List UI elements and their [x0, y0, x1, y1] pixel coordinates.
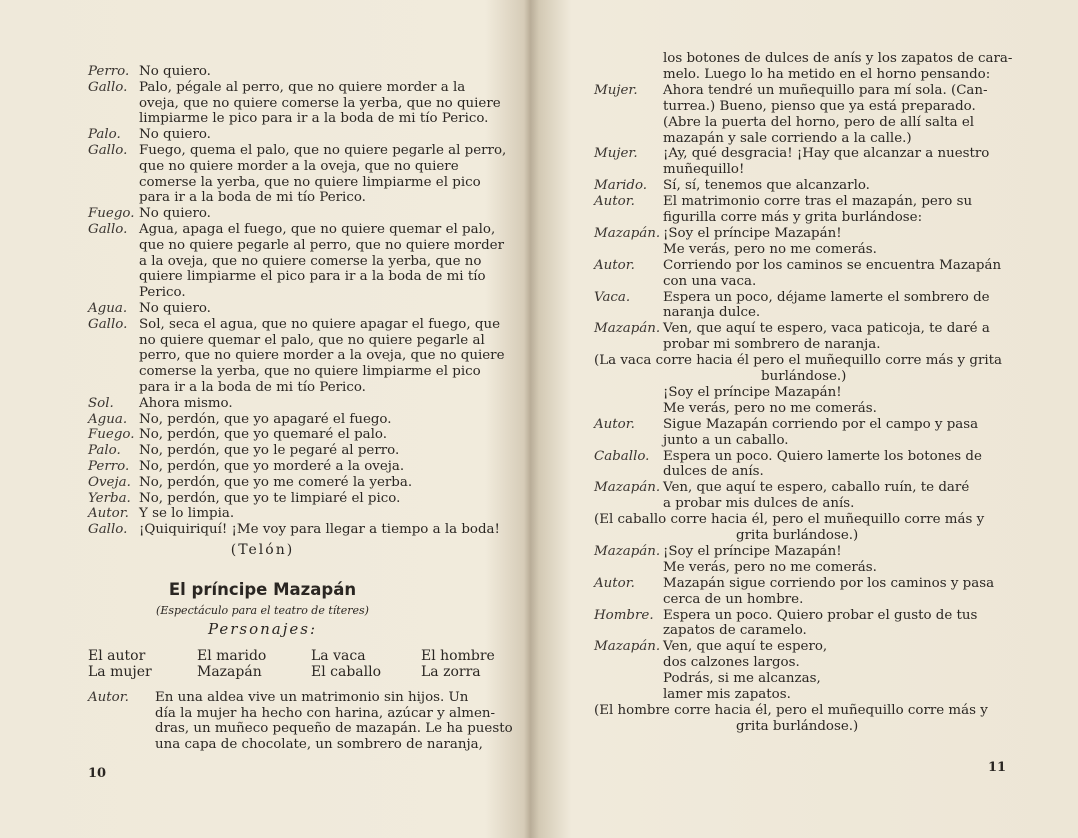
speaker-label: Gallo. [88, 79, 128, 95]
dialogue-line: No, perdón, que yo morderé a la oveja. [139, 459, 405, 474]
dialogue-line: En una aldea vive un matrimonio sin hijos. Un [155, 690, 469, 705]
dialogue-line: turrea.) Bueno, pienso que ya está preparado. [663, 98, 976, 114]
speaker-label: Palo. [88, 443, 121, 459]
cast-member: El caballo [311, 664, 382, 680]
dialogue-line: ¡Quiquiriquí! ¡Me voy para llegar a tiempo a la boda! [139, 522, 500, 538]
speaker-label: Palo. [88, 127, 121, 143]
dialogue-line: grita burlándose.) [736, 718, 859, 734]
speaker-label: Vaca. [594, 289, 631, 305]
speaker-label: Perro. [88, 459, 130, 474]
dialogue-line: a la oveja, que no quiere comerse la yerba, que no [139, 253, 482, 269]
dialogue-line: mazapán y sale corriendo a la calle.) [663, 130, 912, 146]
dialogue-line: No, perdón, que yo me comeré la yerba. [139, 474, 413, 490]
cast-member: La vaca [311, 648, 366, 664]
dialogue-line: figurilla corre más y grita burlándose: [663, 210, 923, 225]
dialogue-line: Mazapán sigue corriendo por los caminos y pasa [663, 575, 995, 591]
speaker-label: Mazapán. [594, 639, 661, 655]
dialogue-line: quiere limpiarme el pico para ir a la boda de mi tío [139, 269, 486, 285]
dialogue-line: a probar mis dulces de anís. [663, 496, 855, 512]
dialogue-line: burlándose.) [761, 369, 847, 384]
dialogue-line: comerse la yerba, que no quiere limpiarme el pico [139, 174, 481, 190]
speaker-label: Gallo. [88, 316, 128, 332]
dialogue-line: dras, un muñeco pequeño de mazapán. Le ha puesto [155, 721, 513, 737]
dialogue-line: (Abre la puerta del horno, pero de allí salta el [663, 114, 975, 130]
speaker-label: Agua. [88, 301, 128, 316]
dialogue-line: ¡Soy el príncipe Mazapán! [663, 384, 842, 400]
dialogue-line: una capa de chocolate, un sombrero de naranja, [155, 736, 483, 752]
dialogue-line: probar mi sombrero de naranja. [663, 337, 881, 353]
speaker-label: Autor. [594, 416, 635, 432]
speaker-label: Gallo. [88, 143, 128, 158]
cast-member: El autor [88, 648, 146, 664]
speaker-label: Caballo. [594, 448, 650, 464]
play-title: El príncipe Mazapán [168, 580, 357, 599]
speaker-label: Sol. [88, 395, 114, 411]
dialogue-line: No, perdón, que yo le pegaré al perro. [139, 443, 400, 459]
dialogue-line: Sí, sí, tenemos que alcanzarlo. [663, 178, 870, 194]
dialogue-line: para ir a la boda de mi tío Perico. [139, 190, 366, 206]
speaker-label: Fuego. [88, 427, 135, 443]
dialogue-line: que no quiere pegarle al perro, que no quiere morder [139, 237, 504, 253]
dialogue-line: ¡Soy el príncipe Mazapán! [663, 225, 842, 241]
page-number: 10 [88, 766, 107, 781]
dialogue-line: para ir a la boda de mi tío Perico. [139, 380, 366, 395]
dialogue-line: Espera un poco, déjame lamerte el sombrero de [663, 289, 990, 305]
speaker-label: Autor. [88, 690, 129, 705]
dialogue-line: No, perdón, que yo apagaré el fuego. [139, 411, 392, 427]
dialogue-line: grita burlándose.) [736, 528, 859, 543]
cast-member: El hombre [421, 648, 495, 664]
dialogue-line: Perico. [139, 285, 186, 301]
dialogue-line: (El caballo corre hacia él, pero el muñequillo corre más y [594, 512, 985, 528]
dialogue-line: Espera un poco. Quiero lamerte los botones de [663, 448, 982, 464]
speaker-label: Yerba. [88, 490, 131, 506]
dialogue-line: Ahora mismo. [139, 395, 233, 411]
dialogue-line: día la mujer ha hecho con harina, azúcar y almen- [155, 705, 496, 721]
speaker-label: Mazapán. [594, 480, 661, 496]
dialogue-line: Agua, apaga el fuego, que no quiere quemar el palo, [139, 222, 496, 237]
dialogue-line: No quiero. [139, 64, 211, 79]
dialogue-line: limpiarme le pico para ir a la boda de mi tío Perico. [139, 111, 489, 127]
dialogue-line: Podrás, si me alcanzas, [663, 671, 821, 687]
dialogue-line: Palo, pégale al perro, que no quiere morder a la [139, 79, 466, 95]
dialogue-line: Ven, que aquí te espero, caballo ruín, te daré [663, 480, 970, 496]
dialogue-line: (La vaca corre hacia él pero el muñequillo corre más y grita [594, 353, 1002, 369]
dialogue-line: Me verás, pero no me comerás. [663, 400, 877, 416]
left-page [0, 0, 525, 838]
speaker-label: Mazapán. [594, 543, 661, 559]
cast-member: La mujer [88, 664, 152, 680]
curtain-direction: (Telón) [230, 542, 295, 558]
right-page [540, 0, 1078, 838]
dialogue-line: No, perdón, que yo quemaré el palo. [139, 427, 387, 443]
dialogue-line: Me verás, pero no me comerás. [663, 559, 877, 575]
speaker-label: Autor. [88, 506, 129, 522]
dialogue-line: Y se lo limpia. [139, 506, 235, 522]
speaker-label: Marido. [594, 178, 648, 194]
dialogue-line: ¡Soy el príncipe Mazapán! [663, 543, 842, 559]
dialogue-line: melo. Luego lo ha metido en el horno pensando: [663, 66, 991, 82]
dialogue-line: ¡Ay, qué desgracia! ¡Hay que alcanzar a nuestro [663, 146, 990, 162]
dialogue-line: naranja dulce. [663, 305, 761, 321]
dialogue-line: con una vaca. [663, 273, 757, 289]
dialogue-line: lamer mis zapatos. [663, 687, 791, 702]
dialogue-line: Espera un poco. Quiero probar el gusto de tus [663, 607, 978, 623]
speaker-label: Perro. [88, 64, 130, 79]
dialogue-line: No quiero. [139, 301, 211, 316]
dialogue-line: (El hombre corre hacia él, pero el muñequillo corre más y [594, 702, 988, 718]
speaker-label: Hombre. [594, 607, 654, 623]
cast-member: El marido [197, 648, 267, 664]
page-number: 11 [988, 760, 1007, 775]
dialogue-line: Ven, que aquí te espero, [663, 639, 828, 655]
speaker-label: Agua. [88, 411, 128, 427]
characters-heading: Personajes: [207, 620, 318, 638]
cast-member: La zorra [421, 664, 481, 680]
speaker-label: Fuego. [88, 206, 135, 222]
speaker-label: Gallo. [88, 222, 128, 237]
dialogue-line: No quiero. [139, 206, 211, 222]
dialogue-line: El matrimonio corre tras el mazapán, pero su [663, 194, 973, 210]
dialogue-line: muñequillo! [663, 162, 745, 178]
speaker-label: Oveja. [88, 474, 131, 490]
dialogue-line: oveja, que no quiere comerse la yerba, que no quiere [139, 95, 501, 111]
dialogue-line: los botones de dulces de anís y los zapatos de cara- [663, 51, 1013, 66]
dialogue-line: No quiero. [139, 127, 211, 143]
dialogue-line: perro, que no quiere morder a la oveja, que no quiere [139, 348, 505, 364]
speaker-label: Mujer. [594, 146, 638, 162]
dialogue-line: Fuego, quema el palo, que no quiere pegarle al perro, [139, 143, 507, 158]
dialogue-line: dulces de anís. [663, 464, 764, 480]
dialogue-line: Sol, seca el agua, que no quiere apagar el fuego, que [139, 316, 500, 332]
dialogue-line: que no quiere morder a la oveja, que no quiere [139, 158, 459, 174]
dialogue-line: Sigue Mazapán corriendo por el campo y pasa [663, 416, 979, 432]
dialogue-line: Me verás, pero no me comerás. [663, 241, 877, 257]
dialogue-line: Ven, que aquí te espero, vaca paticoja, te daré a [663, 321, 990, 337]
dialogue-line: no quiere quemar el palo, que no quiere pegarle al [139, 332, 485, 348]
speaker-label: Mazapán. [594, 321, 661, 337]
speaker-label: Autor. [594, 194, 635, 210]
dialogue-line: junto a un caballo. [663, 432, 789, 448]
dialogue-line: zapatos de caramelo. [663, 623, 807, 639]
speaker-label: Autor. [594, 257, 635, 273]
dialogue-line: No, perdón, que yo te limpiaré el pico. [139, 490, 401, 506]
speaker-label: Mujer. [594, 82, 638, 98]
speaker-label: Gallo. [88, 522, 128, 538]
dialogue-line: cerca de un hombre. [663, 591, 804, 607]
play-subtitle: (Espectáculo para el teatro de títeres) [156, 604, 369, 617]
dialogue-line: Ahora tendré un muñequillo para mí sola. (Can- [663, 82, 988, 98]
dialogue-line: comerse la yerba, que no quiere limpiarme el pico [139, 364, 481, 380]
dialogue-line: Corriendo por los caminos se encuentra Mazapán [663, 257, 1002, 273]
dialogue-line: dos calzones largos. [663, 655, 800, 671]
cast-member: Mazapán [197, 664, 262, 680]
speaker-label: Autor. [594, 575, 635, 591]
speaker-label: Mazapán. [594, 225, 661, 241]
